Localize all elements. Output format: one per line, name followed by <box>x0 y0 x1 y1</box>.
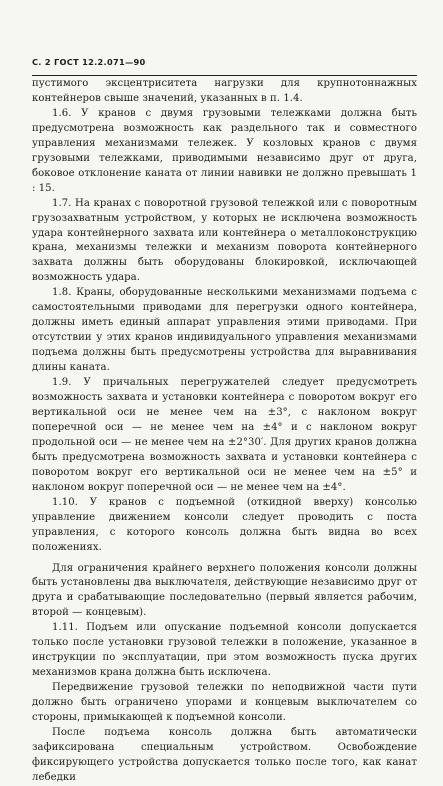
clause-1-9: 1.9. У причальных перегружателей следует предусмотреть возможность захвата и установки контейнера с поворотом вокруг его вертикальной оси не менее чем на ±3°, с наклоном вокруг поперечной оси — не менее чем на ±4° и с наклоном вокруг продольной оси — не менее чем на ±2°30′. Для других кранов должна быть предусмотрена возможность захвата и установки контейнера с поворотом вокруг его вертикальной оси не менее чем на ±5° и наклоном вокруг поперечной оси — не менее чем на ±4°. <box>32 377 417 493</box>
document-body <box>32 77 417 786</box>
paragraph-console-fixation: После подъема консоль должна быть автоматически зафиксирована специальным устройством. Освобождение фиксирующего устройства допускается только после того, как канат лебедки <box>32 726 417 783</box>
paragraph-console-limit: Для ограничения крайнего верхнего положения консоли должны быть установлены два выключателя, действующие независимо друг от друга и срабатывающие последовательно (первый является рабочим, второй — концевым). <box>32 562 417 619</box>
standard-designation: ГОСТ 12.2.071—90 <box>54 57 146 67</box>
clause-1-8: 1.8. Краны, оборудованные несколькими механизмами подъема с самостоятельными приводами для перегрузки одного контейнера, должны иметь единый аппарат управления этими приводами. При отсутствии у этих кранов индивидуального управления механизмами подъема должны быть предусмотрены устройства для выравнивания длины каната. <box>32 287 417 374</box>
page-number: С. 2 <box>32 57 51 67</box>
clause-1-7: 1.7. На кранах с поворотной грузовой тележкой или с поворотным грузозахватным устройством, у которых не исключена возможность удара контейнерного захвата или контейнера о металлоконструкцию крана, механизмы тележки и механизм поворота контейнерного захвата должны быть оборудованы блокировкой, исключающей возможность удара. <box>32 197 417 284</box>
header-rule <box>32 75 417 76</box>
clause-1-11: 1.11. Подъем или опускание подъемной консоли допускается только после установки грузовой тележки в положение, указанное в инструкции по эксплуатации, при этом возможность пуска других механизмов крана должна быть исключена. <box>32 622 417 679</box>
paragraph-continuation: пустимого эксцентриситета нагрузки для крупнотоннажных контейнеров свыше значений, указанных в п. 1.4. <box>32 78 417 104</box>
paragraph-trolley-travel: Передвижение грузовой тележки по неподвижной части пути должно быть ограничено упорами и концевым выключателем со стороны, примыкающей к подъемной консоли. <box>32 682 417 724</box>
clause-1-10: 1.10. У кранов с подъемной (откидной вверху) консолью управление движением консоли следует проводить с поста управления, с которого консоль должна быть видна во всех положениях. <box>32 496 417 553</box>
clause-1-6: 1.6. У кранов с двумя грузовыми тележками должна быть предусмотрена возможность как раздельного так и совместного управления механизмами тележек. У козловых кранов с двумя грузовыми тележками, приводимыми независимо друг от друга, боковое отклонение каната от линии навивки не должно превышать 1 : 15. <box>32 107 417 194</box>
page-header <box>32 57 145 67</box>
